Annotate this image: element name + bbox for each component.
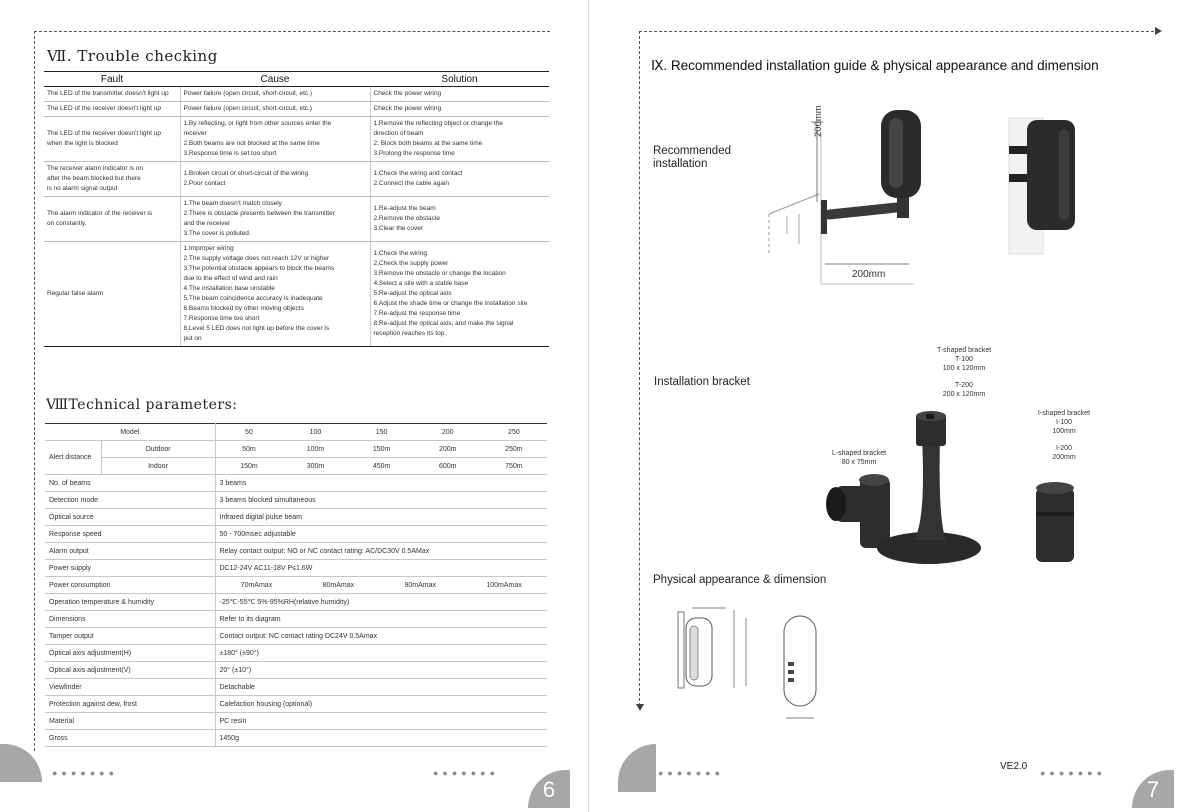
- tech-row: [45, 628, 547, 645]
- dimension-horizontal-label: 200mm: [852, 269, 886, 280]
- trouble-cause-line: 3.The cover is polluted.: [183, 230, 251, 237]
- tech-row: [45, 696, 547, 713]
- tech-value: 3 beams: [215, 475, 547, 492]
- tech-label: Optical axis adjustment(V): [45, 662, 215, 679]
- tech-value: Refer to its diagram: [215, 611, 547, 628]
- tech-label: Protection against dew, frost: [45, 696, 215, 713]
- caption-line: I-100: [1056, 419, 1072, 426]
- caption-line: T-100: [955, 356, 973, 363]
- outdoor-label: Outdoor: [101, 441, 215, 458]
- trouble-solution-cell: [370, 242, 549, 347]
- caption-line: T-200: [955, 382, 973, 389]
- trouble-fault-line: Regular false alarm: [47, 290, 104, 297]
- tech-label: Tamper output: [45, 628, 215, 645]
- trouble-cause-line: 2.The supply voltage does not reach 12V or higher: [183, 255, 330, 262]
- tech-row: [45, 475, 547, 492]
- trouble-fault-line: The alarm indicator of the receiver is: [47, 210, 153, 217]
- arrow-down-icon: [636, 704, 644, 711]
- recommended-label-line: installation: [653, 158, 708, 170]
- tech-value: DC12-24V AC11-18V P≤1.6W: [215, 560, 547, 577]
- model-value: 100: [282, 424, 348, 441]
- model-value: 150: [349, 424, 415, 441]
- trouble-cause-line: put on: [183, 335, 202, 342]
- trouble-cause-line: due to the effect of wind and rain: [183, 275, 278, 282]
- physical-appearance-label: Physical appearance & dimension: [653, 574, 827, 586]
- trouble-fault-cell: [44, 197, 180, 242]
- model-value: 250: [481, 424, 547, 441]
- tech-row: [45, 492, 547, 509]
- trouble-solution-line: Check the power wiring: [373, 105, 442, 112]
- tech-label: Operation temperature & humidity: [45, 594, 215, 611]
- trouble-fault-line: after the beam blocked but there: [47, 175, 141, 182]
- tech-row-indoor: [45, 458, 547, 475]
- tech-value: Relay contact output: NO or NC contact rating: AC/DC30V 0.5AMax: [215, 543, 547, 560]
- trouble-solution-line: 1.Check the wiring and contact: [373, 170, 463, 177]
- front-view: [784, 616, 816, 718]
- caption-line: I-shaped bracket: [1037, 410, 1091, 417]
- tech-row-power-consumption: [45, 577, 547, 594]
- caption-line: T-shaped bracket: [936, 347, 992, 354]
- trouble-cause-line: 1.By reflecting, or light from other sources enter the: [183, 120, 332, 127]
- tech-label: Material: [45, 713, 215, 730]
- trouble-solution-line: 3.Prolong the response time: [373, 150, 455, 157]
- power-value: 90mAmax: [404, 581, 436, 589]
- recommended-installation-illustration: [759, 104, 1099, 304]
- indoor-value: 450m: [349, 458, 415, 475]
- i-shaped-bracket: [1036, 482, 1074, 562]
- tech-value: -25℃-55℃ 5%-95%RH(relative humidity): [215, 594, 547, 611]
- indoor-value: 600m: [415, 458, 481, 475]
- trouble-solution-line: 2.Remove the obstacle: [373, 215, 440, 222]
- alert-distance-label: Alert distance: [45, 441, 101, 475]
- trouble-solution-line: 6.Adjust the shade time or change the installation site: [373, 300, 528, 307]
- model-value: 200: [415, 424, 481, 441]
- outdoor-value: 150m: [349, 441, 415, 458]
- tech-value: PC resin: [215, 713, 547, 730]
- indoor-label: Indoor: [101, 458, 215, 475]
- header-fault: Fault: [44, 72, 180, 87]
- tech-value: 50 - 700msec adjustable: [215, 526, 547, 543]
- power-consumption-values: [216, 582, 548, 589]
- header-cause: Cause: [180, 72, 370, 87]
- left-corner-tab: [618, 744, 656, 792]
- trouble-cause-line: 1.Broken circuit or short-circuit of the wiring: [183, 170, 309, 177]
- side-view: [678, 608, 746, 688]
- l-shaped-bracket: [826, 474, 890, 548]
- tech-row-outdoor: [45, 441, 547, 458]
- trouble-solution-line: 2.Connect the cable again: [373, 180, 450, 187]
- header-solution: Solution: [370, 72, 549, 87]
- tech-row: [45, 543, 547, 560]
- page-dots-left: ●●●●●●●: [658, 768, 725, 778]
- dashed-border-top: [639, 31, 1159, 32]
- tech-label: Detection mode: [45, 492, 215, 509]
- trouble-solution-cell: [370, 162, 549, 197]
- trouble-solution-line: 3.Clear the cover: [373, 225, 423, 232]
- trouble-fault-cell: [44, 242, 180, 347]
- tech-label: Optical source: [45, 509, 215, 526]
- tech-value: 20° (±10°): [215, 662, 547, 679]
- tech-label: Viewfinder: [45, 679, 215, 696]
- trouble-solution-line: 1.Remove the reflecting object or change the: [373, 120, 503, 127]
- trouble-fault-cell: [44, 87, 180, 102]
- section-8-title: ⅧTechnical parameters:: [46, 397, 238, 413]
- tech-label: Alarm output: [45, 543, 215, 560]
- power-value: 80mAmax: [322, 581, 355, 589]
- trouble-row: [44, 242, 549, 347]
- pole-mount-example: [1009, 118, 1075, 254]
- trouble-solution-line: 3.Remove the obstacle or change the location: [373, 270, 506, 277]
- power-value: 100mAmax: [486, 581, 522, 589]
- trouble-solution-line: 8.Re-adjust the optical axis, and make the signal: [373, 320, 514, 327]
- dimension-vertical-label: 200mm: [813, 105, 824, 137]
- outdoor-value: 200m: [415, 441, 481, 458]
- tech-value: Detachable: [215, 679, 547, 696]
- trouble-fault-cell: [44, 117, 180, 162]
- power-consumption-label: Power consumption: [45, 577, 215, 594]
- trouble-solution-line: reception reaches its top.: [373, 330, 447, 337]
- trouble-fault-line: when the light is blocked: [47, 140, 118, 147]
- detector-unit: [881, 110, 921, 198]
- trouble-solution-line: 2.Check the supply power: [373, 260, 449, 267]
- tech-label: Gross: [45, 730, 215, 747]
- tech-row: [45, 560, 547, 577]
- caption-line: 80 x 75mm: [841, 459, 877, 466]
- trouble-solution-line: direction of beam: [373, 130, 424, 137]
- outdoor-value: 250m: [481, 441, 547, 458]
- trouble-solution-line: 1.Re-adjust the beam: [373, 205, 436, 212]
- caption-line: 100 x 120mm: [942, 365, 986, 372]
- trouble-row: [44, 197, 549, 242]
- page-dots-left: ●●●●●●●: [52, 768, 119, 778]
- trouble-solution-line: 7.Re-adjust the response time: [373, 310, 461, 317]
- trouble-cause-line: 5.The beam coincidence accuracy is inadequate: [183, 295, 323, 302]
- section-7-title: Ⅶ. Trouble checking: [47, 47, 218, 65]
- trouble-cause-line: Power failure (open circuit, short-circuit, etc.): [183, 105, 313, 112]
- caption-line: 100mm: [1052, 428, 1076, 435]
- trouble-row: [44, 117, 549, 162]
- tech-row: [45, 679, 547, 696]
- left-corner-tab: [0, 744, 42, 782]
- trouble-solution-cell: [370, 102, 549, 117]
- trouble-solution-line: 5.Re-adjust the optical axis: [373, 290, 452, 297]
- technical-parameters-table: [45, 423, 547, 747]
- trouble-row: [44, 162, 549, 197]
- indoor-value: 300m: [282, 458, 348, 475]
- version-label: VE2.0: [1000, 761, 1028, 772]
- tech-row: [45, 713, 547, 730]
- trouble-cause-line: 3.Response time is set too short: [183, 150, 277, 157]
- trouble-fault-line: The LED of the receiver doesn't light up: [47, 130, 161, 137]
- page-dots-right: ●●●●●●●: [1040, 768, 1107, 778]
- dashed-border-left: [639, 31, 640, 706]
- right-page: [589, 0, 1177, 812]
- trouble-cause-cell: [180, 197, 370, 242]
- tech-label: Optical axis adjustment(H): [45, 645, 215, 662]
- tech-value: Infrared digital pulse beam: [215, 509, 547, 526]
- indoor-value: 750m: [481, 458, 547, 475]
- tech-label: No. of beams: [45, 475, 215, 492]
- trouble-cause-line: 1.The beam doesn't match closely: [183, 200, 282, 207]
- trouble-solution-line: Check the power wiring: [373, 90, 442, 97]
- page-dots-right: ●●●●●●●: [433, 768, 500, 778]
- left-page: [0, 0, 588, 812]
- caption-line: L-shaped bracket: [831, 450, 887, 457]
- trouble-solution-cell: [370, 117, 549, 162]
- tech-row: [45, 730, 547, 747]
- trouble-fault-cell: [44, 162, 180, 197]
- recommended-installation-label: [653, 145, 731, 171]
- tech-value: ±180° (±90°): [215, 645, 547, 662]
- trouble-solution-line: 1.Check the wiring: [373, 250, 427, 257]
- trouble-cause-cell: [180, 242, 370, 347]
- page-number: 6: [542, 777, 556, 802]
- indoor-value: 150m: [215, 458, 282, 475]
- dashed-border-left: [34, 31, 35, 751]
- model-value: 50: [215, 424, 282, 441]
- tech-row: [45, 526, 547, 543]
- section-9-title: Ⅸ. Recommended installation guide & physical appearance and dimension: [651, 58, 1099, 73]
- trouble-cause-cell: [180, 117, 370, 162]
- trouble-fault-line: The receiver alarm indicator is on: [47, 165, 144, 172]
- outdoor-value: 50m: [215, 441, 282, 458]
- bracket-illustrations: [814, 408, 1114, 573]
- tech-value: 1450g: [215, 730, 547, 747]
- trouble-cause-line: 2.Both beams are not blocked at the same time: [183, 140, 320, 147]
- trouble-cause-line: 8.Level 5 LED does not light up before the cover is: [183, 325, 330, 332]
- t-shaped-bracket: [877, 411, 981, 564]
- caption-line: I-200: [1056, 445, 1072, 452]
- trouble-cause-line: Power failure (open circuit, short-circuit, etc.): [183, 90, 313, 97]
- trouble-cause-line: 1.Improper wiring: [183, 245, 234, 252]
- trouble-solution-cell: [370, 87, 549, 102]
- trouble-cause-line: 3.The potential obstacle appears to block the beams: [183, 265, 335, 272]
- outdoor-value: 100m: [282, 441, 348, 458]
- trouble-cause-line: 7.Response time too short: [183, 315, 260, 322]
- tech-row: [45, 662, 547, 679]
- trouble-fault-line: The LED of the receiver doesn't light up: [47, 105, 161, 112]
- tech-label: Response speed: [45, 526, 215, 543]
- tech-row: [45, 645, 547, 662]
- dashed-border-top: [34, 31, 550, 32]
- trouble-cause-cell: [180, 162, 370, 197]
- t-bracket-caption: [909, 346, 1019, 399]
- tech-row-model: [45, 424, 547, 441]
- trouble-cause-line: 2.Poor contact: [183, 180, 226, 187]
- tech-label: Power supply: [45, 560, 215, 577]
- power-value: 70mAmax: [240, 581, 273, 589]
- trouble-fault-line: The LED of the transmitter doesn't light up: [47, 90, 169, 97]
- trouble-cause-cell: [180, 87, 370, 102]
- trouble-table-header: [44, 72, 549, 87]
- model-label: Model: [45, 424, 215, 441]
- trouble-checking-table: [44, 71, 549, 347]
- tech-row: [45, 509, 547, 526]
- trouble-solution-line: 4.Select a site with a stable base: [373, 280, 469, 287]
- trouble-cause-line: receiver: [183, 130, 207, 137]
- trouble-fault-line: is no alarm signal output: [47, 185, 118, 192]
- trouble-fault-cell: [44, 102, 180, 117]
- trouble-solution-cell: [370, 197, 549, 242]
- trouble-cause-line: and the receiver: [183, 220, 231, 227]
- tech-value: 3 beams blocked simultaneous: [215, 492, 547, 509]
- page-number: 7: [1146, 777, 1160, 802]
- trouble-cause-line: 4.The installation base unstable: [183, 285, 275, 292]
- installation-bracket-label: Installation bracket: [654, 376, 750, 388]
- tech-row: [45, 594, 547, 611]
- tech-row: [45, 611, 547, 628]
- tech-label: Dimensions: [45, 611, 215, 628]
- arrow-right-icon: [1155, 27, 1162, 35]
- recommended-label-line: Recommended: [653, 145, 731, 157]
- trouble-cause-line: 2.There is obstacle presents between the transmitter: [183, 210, 335, 217]
- trouble-row: [44, 102, 549, 117]
- trouble-solution-line: 2. Block both beams at the same time: [373, 140, 483, 147]
- tech-value: Calefaction housing (optional): [215, 696, 547, 713]
- trouble-row: [44, 87, 549, 102]
- caption-line: 200 x 120mm: [942, 391, 986, 398]
- physical-dimension-drawing: [674, 600, 834, 740]
- caption-line: 200mm: [1052, 454, 1076, 461]
- tech-value: Contact output: NC contact rating DC24V 0.5Amax: [215, 628, 547, 645]
- trouble-cause-line: 6.Beams blocked by other moving objects: [183, 305, 304, 312]
- trouble-cause-cell: [180, 102, 370, 117]
- trouble-fault-line: on constantly.: [47, 220, 87, 227]
